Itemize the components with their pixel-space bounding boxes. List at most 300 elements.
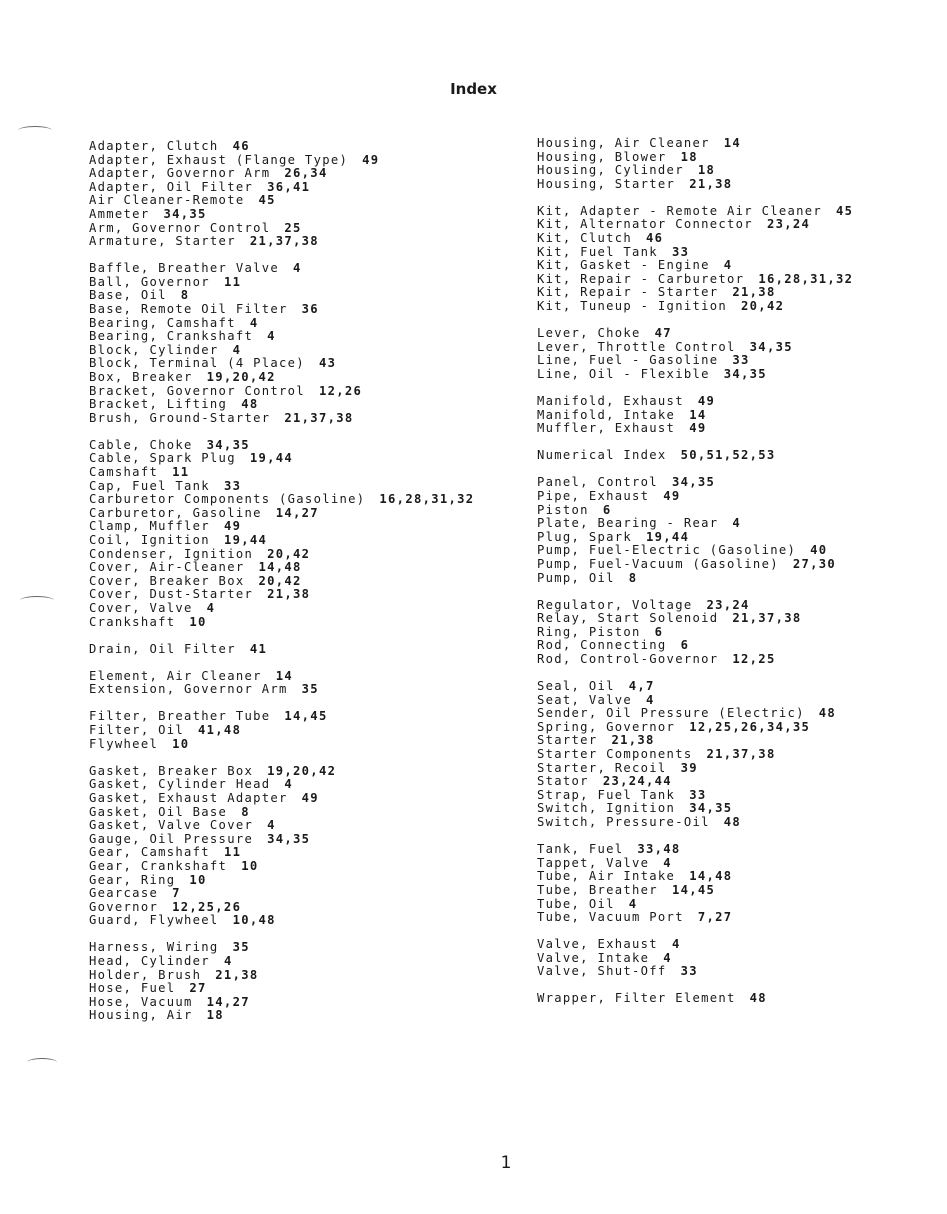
index-entry xyxy=(89,140,509,154)
index-entry xyxy=(537,721,947,735)
index-page-refs: 11 xyxy=(223,845,242,860)
index-term: Tube, Vacuum Port xyxy=(537,910,684,925)
index-entry xyxy=(89,969,509,983)
index-page-refs: 33 xyxy=(680,964,698,979)
index-page-refs: 49 xyxy=(697,394,716,408)
index-term: Kit, Tuneup - Ignition xyxy=(537,299,728,314)
index-term: Valve, Shut-Off xyxy=(537,964,667,979)
index-term: Line, Oil - Flexible xyxy=(537,366,710,381)
index-entry xyxy=(537,762,947,776)
index-page-refs: 18 xyxy=(697,163,716,178)
index-entry xyxy=(89,575,509,589)
index-term: Tube, Breather xyxy=(537,882,658,897)
index-entry xyxy=(89,357,509,371)
index-page-refs: 8 xyxy=(180,288,190,303)
index-page-refs: 11 xyxy=(172,465,190,480)
index-term: Tube, Oil xyxy=(537,896,615,911)
index-letter-group xyxy=(89,941,509,1023)
index-letter-group xyxy=(537,137,947,191)
index-page-refs: 20,42 xyxy=(258,573,302,588)
punch-hole-mark xyxy=(18,126,52,135)
index-entry xyxy=(89,955,509,969)
index-entry xyxy=(89,941,509,955)
index-entry xyxy=(537,504,947,518)
index-page-refs: 16,28,31,32 xyxy=(758,271,854,286)
index-term: Carburetor, Gasoline xyxy=(89,505,262,520)
index-entry xyxy=(89,317,509,331)
index-page-refs: 20,42 xyxy=(741,299,785,314)
index-term: Brush, Ground-Starter xyxy=(89,410,271,425)
index-entry xyxy=(89,534,509,548)
index-page-refs: 6 xyxy=(654,624,664,639)
index-page-refs: 19,44 xyxy=(646,529,690,544)
index-term: Adapter, Clutch xyxy=(89,139,219,153)
index-term: Ball, Governor xyxy=(89,274,210,289)
index-term: Camshaft xyxy=(89,465,159,480)
index-page-refs: 4 xyxy=(663,950,672,965)
index-page-refs: 4 xyxy=(267,818,276,833)
index-entry xyxy=(89,806,509,820)
index-term: Kit, Repair - Starter xyxy=(537,285,719,300)
index-page-refs: 21,38 xyxy=(689,176,733,191)
index-page-refs: 7 xyxy=(172,886,181,901)
index-term: Drain, Oil Filter xyxy=(89,641,236,656)
index-entry xyxy=(89,439,509,453)
index-entry xyxy=(89,588,509,602)
index-page-refs: 48 xyxy=(818,706,837,721)
index-page-refs: 4 xyxy=(628,896,638,911)
index-term: Housing, Air Cleaner xyxy=(537,136,710,150)
index-page-refs: 8 xyxy=(241,804,250,819)
index-term: Piston xyxy=(537,502,589,517)
index-entry xyxy=(537,205,947,219)
index-page-refs: 21,37,38 xyxy=(732,611,802,626)
index-letter-group xyxy=(89,643,509,657)
index-page-refs: 4 xyxy=(249,315,259,330)
index-term: Bracket, Governor Control xyxy=(89,383,305,398)
index-entry xyxy=(537,273,947,287)
index-entry xyxy=(89,371,509,385)
index-term: Stator xyxy=(537,774,589,789)
index-page-refs: 48 xyxy=(749,991,767,1006)
index-term: Regulator, Voltage xyxy=(537,597,693,612)
index-page-refs: 4 xyxy=(206,601,216,615)
index-term: Adapter, Exhaust (Flange Type) xyxy=(89,152,349,167)
page-title: Index xyxy=(450,80,497,98)
index-page-refs: 39 xyxy=(680,760,698,775)
index-page-refs: 19,20,42 xyxy=(206,370,276,384)
index-entry xyxy=(537,612,947,626)
index-term: Base, Oil xyxy=(89,288,167,303)
index-term: Cover, Breaker Box xyxy=(89,573,245,588)
index-page-refs: 12,26 xyxy=(318,383,363,398)
index-term: Lever, Choke xyxy=(537,326,641,341)
index-entry xyxy=(537,870,947,884)
index-entry xyxy=(89,778,509,792)
index-letter-group xyxy=(537,327,947,381)
index-term: Base, Remote Oil Filter xyxy=(89,302,288,317)
index-entry xyxy=(89,710,509,724)
index-page-refs: 4 xyxy=(646,692,655,707)
index-term: Cap, Fuel Tank xyxy=(89,478,210,493)
index-entry xyxy=(537,395,947,409)
index-term: Carburetor Components (Gasoline) xyxy=(89,492,366,507)
index-page-refs: 10 xyxy=(189,614,207,629)
index-page-refs: 4 xyxy=(223,953,233,968)
index-term: Block, Cylinder xyxy=(89,342,219,357)
index-entry xyxy=(537,639,947,653)
index-entry xyxy=(537,531,947,545)
index-term: Block, Terminal (4 Place) xyxy=(89,356,305,371)
index-entry xyxy=(537,816,947,830)
index-page-refs: 25 xyxy=(284,220,302,235)
index-entry xyxy=(89,670,509,684)
index-page-refs: 45 xyxy=(836,203,854,218)
index-entry xyxy=(537,476,947,490)
index-term: Seal, Oil xyxy=(537,679,615,694)
index-page-refs: 4 xyxy=(232,342,242,357)
index-entry xyxy=(537,572,947,586)
index-term: Wrapper, Filter Element xyxy=(537,991,736,1006)
index-column-left xyxy=(89,140,509,1036)
index-entry xyxy=(89,792,509,806)
index-term: Tank, Fuel xyxy=(537,842,624,857)
index-entry xyxy=(89,616,509,630)
index-letter-group xyxy=(537,476,947,585)
index-term: Cover, Air-Cleaner xyxy=(89,560,245,575)
index-entry xyxy=(537,246,947,260)
index-term: Housing, Air xyxy=(89,1008,193,1023)
index-entry xyxy=(537,517,947,531)
index-entry xyxy=(537,490,947,504)
index-entry xyxy=(89,1009,509,1023)
index-page-refs: 49 xyxy=(362,152,380,167)
index-letter-group xyxy=(537,992,947,1006)
index-term: Tube, Air Intake xyxy=(537,869,676,884)
index-page-refs: 49 xyxy=(223,519,242,534)
index-page-refs: 43 xyxy=(318,356,337,371)
index-page-refs: 49 xyxy=(689,421,707,436)
index-page-refs: 4 xyxy=(284,777,294,792)
index-entry xyxy=(89,412,509,426)
index-page-refs: 34,35 xyxy=(267,831,311,846)
index-entry xyxy=(537,218,947,232)
index-entry xyxy=(89,466,509,480)
index-entry xyxy=(89,724,509,738)
index-term: Bracket, Lifting xyxy=(89,397,228,412)
index-entry xyxy=(537,178,947,192)
index-term: Flywheel xyxy=(89,736,159,751)
index-entry xyxy=(537,151,947,165)
index-term: Coil, Ignition xyxy=(89,533,210,548)
index-entry xyxy=(89,914,509,928)
index-term: Sender, Oil Pressure (Electric) xyxy=(537,706,805,721)
index-entry xyxy=(89,480,509,494)
index-entry xyxy=(537,694,947,708)
index-term: Armature, Starter xyxy=(89,234,236,249)
index-entry xyxy=(537,341,947,355)
index-page-refs: 33,48 xyxy=(637,842,681,857)
index-entry xyxy=(89,765,509,779)
index-entry xyxy=(89,330,509,344)
index-page-refs: 21,37,38 xyxy=(284,410,354,425)
index-page-refs: 47 xyxy=(654,326,672,341)
index-page-refs: 33 xyxy=(671,244,690,259)
index-term: Kit, Repair - Carburetor xyxy=(537,271,745,286)
index-page-refs: 19,44 xyxy=(223,533,268,548)
index-term: Hose, Fuel xyxy=(89,981,176,996)
index-page-refs: 35 xyxy=(232,940,250,955)
index-entry xyxy=(89,520,509,534)
index-term: Kit, Alternator Connector xyxy=(537,217,753,232)
index-term: Holder, Brush xyxy=(89,967,202,982)
index-entry xyxy=(537,422,947,436)
index-entry xyxy=(89,887,509,901)
index-term: Bearing, Camshaft xyxy=(89,315,236,330)
index-term: Kit, Gasket - Engine xyxy=(537,258,710,273)
index-page-refs: 21,37,38 xyxy=(706,747,776,762)
index-page-refs: 4 xyxy=(671,937,681,952)
index-term: Switch, Pressure-Oil xyxy=(537,815,710,830)
index-entry xyxy=(537,599,947,613)
index-letter-group xyxy=(89,670,509,697)
index-page-refs: 34,35 xyxy=(749,339,793,354)
index-entry xyxy=(537,558,947,572)
index-entry xyxy=(89,507,509,521)
index-term: Housing, Blower xyxy=(537,149,667,164)
index-entry xyxy=(89,303,509,317)
index-term: Hose, Vacuum xyxy=(89,994,193,1009)
index-entry xyxy=(89,996,509,1010)
index-page-refs: 18 xyxy=(680,149,698,164)
index-page-refs: 4 xyxy=(723,258,733,273)
index-entry xyxy=(89,901,509,915)
index-entry xyxy=(89,154,509,168)
index-entry xyxy=(89,167,509,181)
index-entry xyxy=(89,222,509,236)
index-term: Muffler, Exhaust xyxy=(537,421,676,436)
index-page-refs: 21,38 xyxy=(215,967,259,982)
index-page-refs: 36,41 xyxy=(267,179,311,194)
index-entry xyxy=(89,548,509,562)
index-term: Pump, Oil xyxy=(537,570,615,585)
index-term: Ammeter xyxy=(89,206,150,221)
index-term: Gauge, Oil Pressure xyxy=(89,831,254,846)
index-term: Cover, Valve xyxy=(89,601,193,615)
index-term: Guard, Flywheel xyxy=(89,913,219,928)
index-entry xyxy=(89,982,509,996)
index-page-refs: 33 xyxy=(223,478,242,493)
index-entry xyxy=(89,561,509,575)
index-entry xyxy=(89,860,509,874)
index-letter-group xyxy=(537,449,947,463)
index-letter-group xyxy=(537,599,947,667)
index-term: Arm, Governor Control xyxy=(89,220,271,235)
index-page-refs: 21,38 xyxy=(267,587,311,602)
index-term: Pipe, Exhaust xyxy=(537,488,650,503)
index-entry xyxy=(537,898,947,912)
index-term: Valve, Exhaust xyxy=(537,937,658,952)
index-page-refs: 34,35 xyxy=(689,801,733,816)
index-entry xyxy=(89,289,509,303)
index-entry xyxy=(89,602,509,616)
index-entry xyxy=(537,789,947,803)
index-entry xyxy=(89,235,509,249)
index-page-refs: 26,34 xyxy=(284,166,328,181)
punch-hole-mark xyxy=(20,596,54,605)
index-entry xyxy=(89,819,509,833)
index-entry xyxy=(89,846,509,860)
index-term: Element, Air Cleaner xyxy=(89,668,262,683)
index-page-refs: 21,38 xyxy=(732,285,776,300)
index-entry xyxy=(537,952,947,966)
index-page-refs: 14,48 xyxy=(258,560,302,575)
index-page-refs: 12,25,26,34,35 xyxy=(689,719,811,734)
index-entry xyxy=(537,884,947,898)
index-entry xyxy=(89,181,509,195)
index-page-refs: 21,37,38 xyxy=(249,234,319,249)
index-entry xyxy=(89,398,509,412)
index-page-refs: 18 xyxy=(206,1008,224,1023)
index-term: Rod, Control-Governor xyxy=(537,652,719,666)
index-page-refs: 34,35 xyxy=(671,475,716,490)
index-term: Plate, Bearing - Rear xyxy=(537,516,719,531)
index-term: Ring, Piston xyxy=(537,624,641,639)
index-term: Strap, Fuel Tank xyxy=(537,787,676,802)
index-term: Numerical Index xyxy=(537,448,667,463)
index-term: Spring, Governor xyxy=(537,719,676,734)
index-page-refs: 41 xyxy=(249,641,268,656)
index-page-refs: 4 xyxy=(663,855,672,870)
index-entry xyxy=(537,653,947,667)
index-page-refs: 27,30 xyxy=(792,556,837,571)
index-letter-group xyxy=(537,938,947,979)
index-letter-group xyxy=(537,680,947,830)
index-letter-group xyxy=(89,439,509,629)
index-term: Governor xyxy=(89,899,159,914)
index-term: Housing, Starter xyxy=(537,176,676,191)
index-page-refs: 12,25 xyxy=(732,652,776,666)
index-term: Condenser, Ignition xyxy=(89,546,254,561)
index-entry xyxy=(89,738,509,752)
index-page-refs: 41,48 xyxy=(198,723,242,738)
index-term: Starter xyxy=(537,733,598,748)
index-entry xyxy=(537,802,947,816)
index-term: Gear, Crankshaft xyxy=(89,858,228,873)
index-page-refs: 46 xyxy=(232,139,250,153)
index-page-refs: 50,51,52,53 xyxy=(680,448,776,463)
page-number: 1 xyxy=(500,1153,512,1173)
index-page-refs: 21,38 xyxy=(611,733,655,748)
index-page-refs: 4 xyxy=(267,329,276,344)
index-page-refs: 49 xyxy=(663,488,681,503)
index-entry xyxy=(537,232,947,246)
index-letter-group xyxy=(537,205,947,314)
index-letter-group xyxy=(537,843,947,925)
index-term: Bearing, Crankshaft xyxy=(89,329,254,344)
index-term: Gasket, Valve Cover xyxy=(89,818,254,833)
index-term: Gearcase xyxy=(89,886,159,901)
index-term: Kit, Adapter - Remote Air Cleaner xyxy=(537,203,823,218)
index-page-refs: 23,24 xyxy=(766,217,811,232)
index-letter-group xyxy=(89,140,509,249)
index-entry xyxy=(537,368,947,382)
index-entry xyxy=(89,276,509,290)
index-page-refs: 23,24,44 xyxy=(602,774,672,789)
index-term: Cable, Spark Plug xyxy=(89,451,236,466)
index-page-refs: 36 xyxy=(301,302,319,317)
index-entry xyxy=(89,874,509,888)
index-page-refs: 14 xyxy=(275,668,294,683)
index-page-refs: 11 xyxy=(223,274,242,289)
punch-hole-mark xyxy=(27,1058,57,1067)
index-term: Pump, Fuel-Vacuum (Gasoline) xyxy=(537,556,779,571)
index-entry xyxy=(537,775,947,789)
index-page-refs: 34,35 xyxy=(723,366,767,381)
index-term: Filter, Oil xyxy=(89,723,185,738)
index-entry xyxy=(89,643,509,657)
index-page-refs: 14,48 xyxy=(689,869,733,884)
index-term: Tappet, Valve xyxy=(537,855,650,870)
index-entry xyxy=(537,707,947,721)
index-entry xyxy=(537,300,947,314)
index-entry xyxy=(537,626,947,640)
index-page-refs: 20,42 xyxy=(267,546,311,561)
index-term: Line, Fuel - Gasoline xyxy=(537,353,719,368)
index-entry xyxy=(537,734,947,748)
index-page-refs: 34,35 xyxy=(206,437,250,452)
index-entry xyxy=(537,965,947,979)
index-entry xyxy=(89,493,509,507)
index-term: Kit, Clutch xyxy=(537,231,633,246)
index-page-refs: 14 xyxy=(689,407,707,422)
index-term: Gear, Camshaft xyxy=(89,845,210,860)
index-term: Gear, Ring xyxy=(89,872,176,887)
index-page-refs: 33 xyxy=(732,353,750,368)
index-page-refs: 19,20,42 xyxy=(267,763,337,778)
index-page-refs: 4 xyxy=(293,261,302,276)
index-page-refs: 49 xyxy=(301,790,319,805)
index-entry xyxy=(537,843,947,857)
index-page-refs: 10,48 xyxy=(232,913,276,928)
index-term: Switch, Ignition xyxy=(537,801,676,816)
index-term: Panel, Control xyxy=(537,475,658,490)
index-entry xyxy=(537,911,947,925)
index-entry xyxy=(537,137,947,151)
index-page-refs: 23,24 xyxy=(706,597,750,612)
index-term: Valve, Intake xyxy=(537,950,650,965)
index-letter-group xyxy=(89,765,509,928)
index-term: Cover, Dust-Starter xyxy=(89,587,254,602)
index-page-refs: 33 xyxy=(689,787,707,802)
index-term: Relay, Start Solenoid xyxy=(537,611,719,626)
index-column-right xyxy=(537,137,947,1020)
index-page-refs: 16,28,31,32 xyxy=(379,492,475,507)
index-entry xyxy=(537,857,947,871)
index-term: Harness, Wiring xyxy=(89,940,219,955)
index-term: Gasket, Breaker Box xyxy=(89,763,254,778)
index-term: Box, Breaker xyxy=(89,370,193,384)
index-term: Lever, Throttle Control xyxy=(537,339,736,354)
index-entry xyxy=(537,544,947,558)
index-entry xyxy=(89,833,509,847)
index-entry xyxy=(89,262,509,276)
index-term: Crankshaft xyxy=(89,614,176,629)
index-term: Housing, Cylinder xyxy=(537,163,684,178)
index-term: Starter Components xyxy=(537,747,693,762)
index-term: Manifold, Intake xyxy=(537,407,676,422)
index-term: Cable, Choke xyxy=(89,437,193,452)
